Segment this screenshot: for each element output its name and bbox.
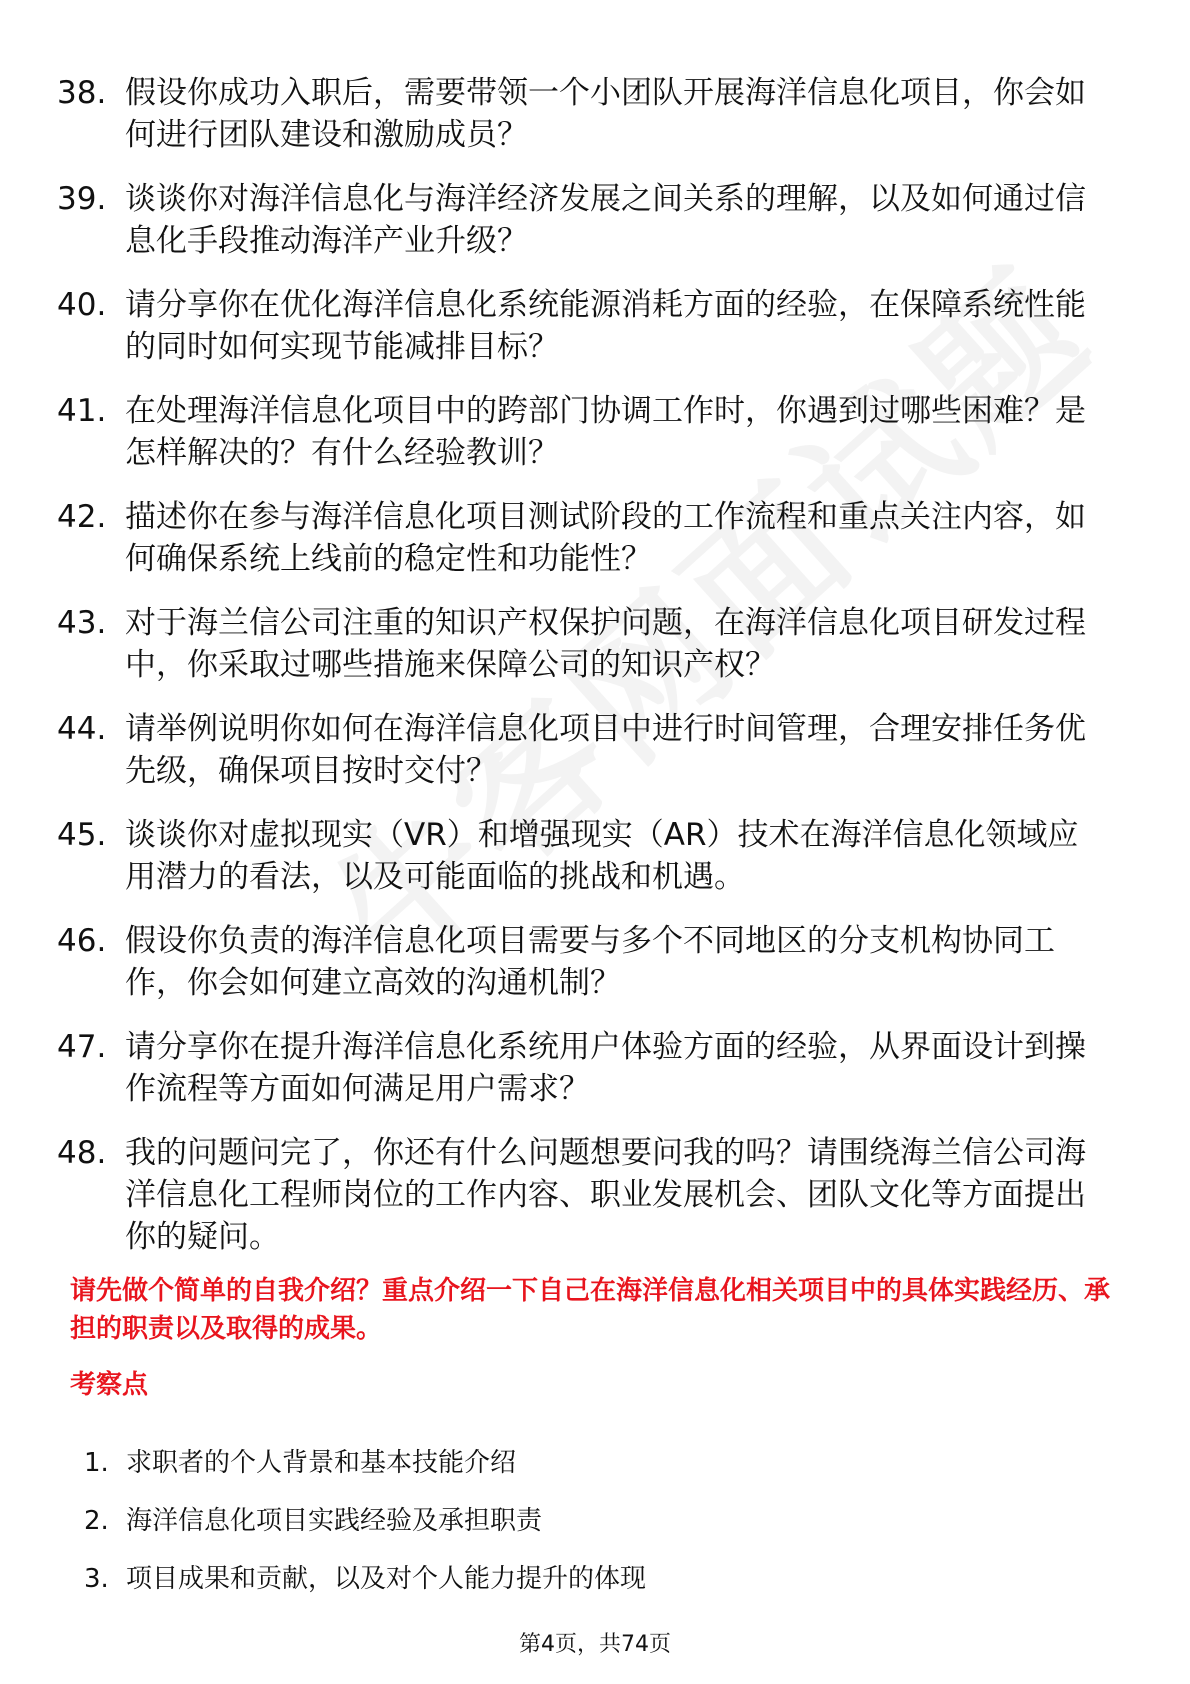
item-text: 描述你在参与海洋信息化项目测试阶段的工作流程和重点关注内容，如何确保系统上线前的稳定性和功能性？ (125, 499, 1086, 577)
item-text: 假设你成功入职后，需要带领一个小团队开展海洋信息化项目，你会如何进行团队建设和激励成员？ (125, 75, 1086, 153)
list-item (84, 1561, 646, 1619)
list-item (57, 1026, 1107, 1110)
item-number: 45. (57, 817, 107, 853)
item-number: 38. (57, 75, 107, 111)
item-text: 请分享你在提升海洋信息化系统用户体验方面的经验，从界面设计到操作流程等方面如何满足用户需求？ (125, 1029, 1086, 1107)
item-number: 3. (84, 1564, 109, 1594)
list-item (57, 814, 1107, 898)
item-number: 40. (57, 287, 107, 323)
list-item (57, 708, 1107, 792)
list-item (57, 1132, 1107, 1258)
item-number: 2. (84, 1506, 109, 1536)
item-text: 对于海兰信公司注重的知识产权保护问题，在海洋信息化项目研发过程中，你采取过哪些措施来保障公司的知识产权？ (125, 605, 1086, 683)
list-item (57, 284, 1107, 368)
item-number: 41. (57, 393, 107, 429)
item-text: 求职者的个人背景和基本技能介绍 (126, 1448, 517, 1478)
item-number: 48. (57, 1135, 107, 1171)
list-item (57, 602, 1107, 686)
item-number: 39. (57, 181, 107, 217)
list-item (57, 72, 1107, 156)
item-text: 海洋信息化项目实践经验及承担职责 (126, 1506, 543, 1536)
section-title: 考察点 (70, 1370, 149, 1400)
list-item (84, 1503, 646, 1561)
item-number: 1. (84, 1448, 109, 1478)
question-list (57, 72, 1107, 1280)
list-item (57, 178, 1107, 262)
assessment-points-list (84, 1445, 646, 1619)
list-item (84, 1445, 646, 1503)
item-number: 42. (57, 499, 107, 535)
item-text: 请举例说明你如何在海洋信息化项目中进行时间管理，合理安排任务优先级，确保项目按时交付？ (125, 711, 1086, 789)
item-number: 47. (57, 1029, 107, 1065)
item-text: 假设你负责的海洋信息化项目需要与多个不同地区的分支机构协同工作，你会如何建立高效的沟通机制？ (125, 923, 1055, 1001)
item-text: 在处理海洋信息化项目中的跨部门协调工作时，你遇到过哪些困难？是怎样解决的？有什么经验教训？ (125, 393, 1086, 471)
item-text: 谈谈你对海洋信息化与海洋经济发展之间关系的理解，以及如何通过信息化手段推动海洋产业升级？ (125, 181, 1086, 259)
interview-prompt: 请先做个简单的自我介绍？重点介绍一下自己在海洋信息化相关项目中的具体实践经历、承担的职责以及取得的成果。 (70, 1276, 1111, 1344)
list-item (57, 390, 1107, 474)
item-number: 44. (57, 711, 107, 747)
list-item (57, 496, 1107, 580)
item-number: 43. (57, 605, 107, 641)
item-text: 我的问题问完了，你还有什么问题想要问我的吗？请围绕海兰信公司海洋信息化工程师岗位的工作内容、职业发展机会、团队文化等方面提出你的疑问。 (125, 1135, 1086, 1255)
item-number: 46. (57, 923, 107, 959)
list-item (57, 920, 1107, 1004)
item-text: 谈谈你对虚拟现实（VR）和增强现实（AR）技术在海洋信息化领域应用潜力的看法，以及可能面临的挑战和机遇。 (125, 817, 1079, 895)
page-footer: 第4页，共74页 (519, 1632, 671, 1657)
item-text: 请分享你在优化海洋信息化系统能源消耗方面的经验，在保障系统性能的同时如何实现节能减排目标？ (125, 287, 1086, 365)
item-text: 项目成果和贡献，以及对个人能力提升的体现 (126, 1564, 647, 1594)
